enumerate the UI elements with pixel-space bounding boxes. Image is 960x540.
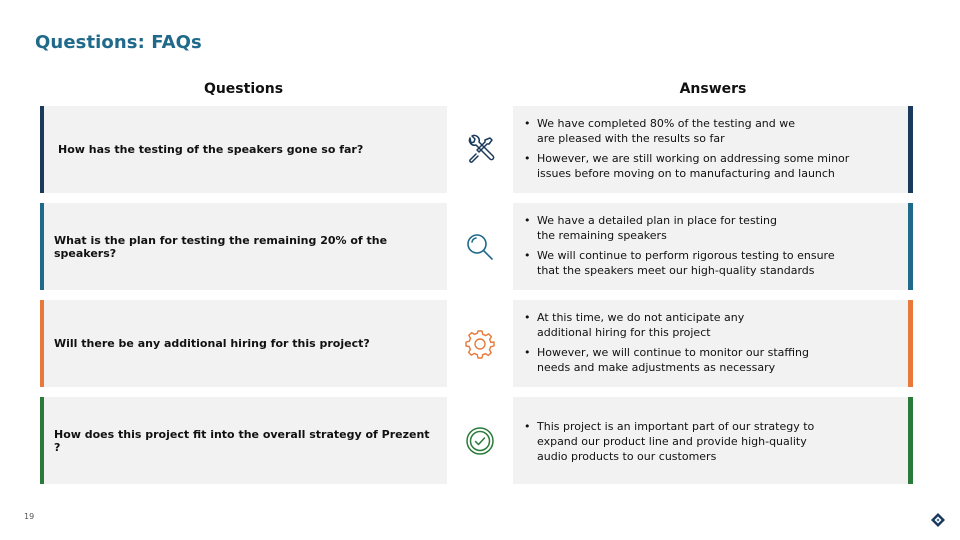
brand-logo-icon bbox=[930, 512, 946, 528]
faq-row-1 bbox=[0, 106, 960, 193]
answer-item: • We have a detailed plan in place for testing the remaining speakers bbox=[523, 213, 900, 243]
question-box bbox=[40, 397, 447, 484]
answer-item: • We have completed 80% of the testing and we are pleased with the results so far bbox=[523, 116, 900, 146]
faq-row-3 bbox=[0, 300, 960, 387]
question-text: How has the testing of the speakers gone so far? bbox=[58, 143, 364, 156]
answer-list bbox=[523, 419, 900, 464]
question-text: How does this project fit into the overall strategy of Prezent ? bbox=[54, 427, 430, 454]
check-circle-icon bbox=[464, 425, 496, 457]
answers-column-header: Answers bbox=[679, 81, 747, 97]
answer-list bbox=[523, 310, 900, 375]
answer-box bbox=[513, 106, 913, 193]
question-box bbox=[40, 106, 447, 193]
tools-icon bbox=[464, 134, 496, 166]
page-title: Questions: FAQs bbox=[35, 32, 202, 53]
question-text: Will there be any additional hiring for this project? bbox=[54, 337, 370, 350]
faq-row-2 bbox=[0, 203, 960, 290]
faq-row-4 bbox=[0, 397, 960, 484]
answer-item: • However, we are still working on addressing some minor issues before moving on to manufacturing and launch bbox=[523, 151, 900, 181]
answer-box bbox=[513, 203, 913, 290]
answer-item: • This project is an important part of our strategy to expand our product line and provide high-quality audio products to our customers bbox=[523, 419, 900, 464]
gear-icon bbox=[464, 328, 496, 360]
question-box bbox=[40, 300, 447, 387]
question-box bbox=[40, 203, 447, 290]
questions-column-header: Questions bbox=[203, 81, 284, 97]
answer-box bbox=[513, 397, 913, 484]
answer-list bbox=[523, 116, 900, 181]
answer-item: • At this time, we do not anticipate any additional hiring for this project bbox=[523, 310, 900, 340]
answer-item: • We will continue to perform rigorous testing to ensure that the speakers meet our high-quality standards bbox=[523, 248, 900, 278]
answer-item: • However, we will continue to monitor our staffing needs and make adjustments as necessary bbox=[523, 345, 900, 375]
magnifier-icon bbox=[464, 231, 496, 263]
answer-list bbox=[523, 213, 900, 278]
question-text: What is the plan for testing the remaining 20% of the speakers? bbox=[54, 233, 388, 260]
page-number: 19 bbox=[24, 512, 35, 521]
answer-box bbox=[513, 300, 913, 387]
